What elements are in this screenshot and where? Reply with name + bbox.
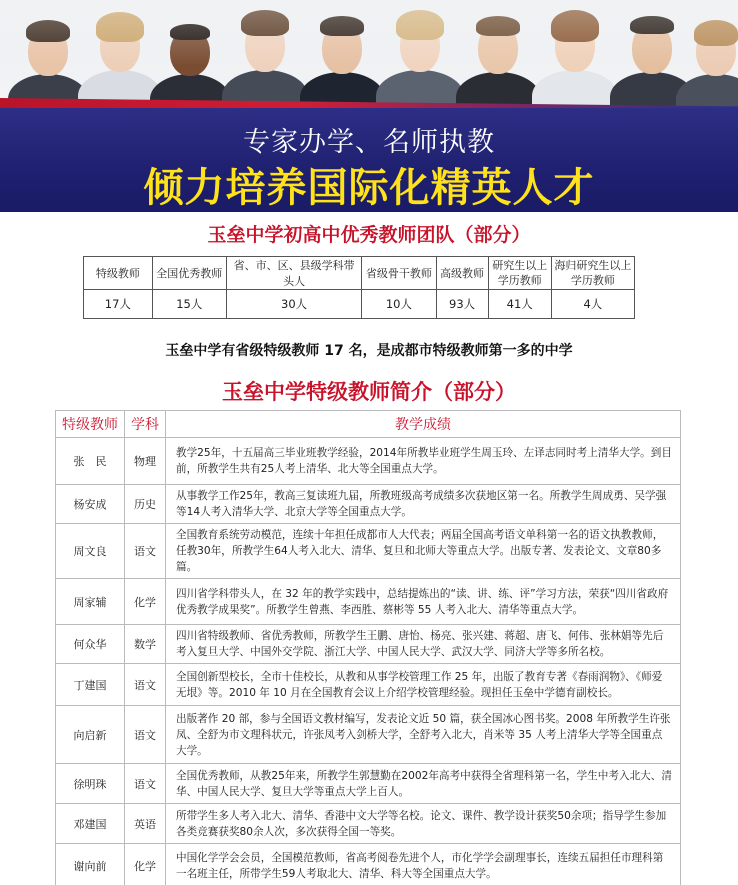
teacher-name: 谢向前 <box>56 844 125 885</box>
team-value-row <box>84 290 635 319</box>
team-header-line: 学历教师 <box>497 274 542 287</box>
teacher-subject: 历史 <box>125 485 166 524</box>
teacher-achievements: 教学25年，十五届高三毕业班教学经验，2014年所教毕业班学生周玉玲、左译志同时考上清华大学。到目前，所教学生共有25人考上清华、北大等全国重点大学。 <box>166 438 681 485</box>
teacher-row <box>56 664 681 706</box>
team-header-line: 学历教师 <box>570 274 615 287</box>
teacher-row <box>56 706 681 764</box>
teacher-subject: 化学 <box>125 579 166 625</box>
teacher-row <box>56 844 681 885</box>
team-header-cell: 全国优秀教师 <box>152 257 226 290</box>
teacher-name: 丁建国 <box>56 664 125 706</box>
teacher-subject: 语文 <box>125 524 166 579</box>
teacher-achievements: 全国教育系统劳动模范，连续十年担任成都市人大代表；两届全国高考语文单科第一名的语文执教教师，任教30年，所教学生64人考入北大、清华、复旦和北师大等重点大学。出版专著、发表论文、文章80多篇。 <box>166 524 681 579</box>
team-value-cell: 10人 <box>362 290 436 319</box>
teacher-achievements: 从事教学工作25年，教高三复读班九届，所教班级高考成绩多次获地区第一名。所教学生周成勇、吴学强等14人考入清华大学、北京大学等全国重点大学。 <box>166 485 681 524</box>
teacher-row <box>56 438 681 485</box>
teacher-row <box>56 524 681 579</box>
hero-fade <box>0 0 738 110</box>
teacher-name: 向启新 <box>56 706 125 764</box>
header-subject: 学科 <box>125 411 166 438</box>
header-achievements: 教学成绩 <box>166 411 681 438</box>
teacher-name: 周家辅 <box>56 579 125 625</box>
slogan-banner <box>0 108 738 212</box>
teacher-name: 周文良 <box>56 524 125 579</box>
teacher-subject: 英语 <box>125 804 166 844</box>
teacher-subject: 语文 <box>125 706 166 764</box>
teacher-subject: 化学 <box>125 844 166 885</box>
teacher-subject: 数学 <box>125 625 166 664</box>
team-header-cell: 省、市、区、县级学科带头人 <box>226 257 361 290</box>
team-section-title: 玉垒中学初高中优秀教师团队（部分） <box>207 224 531 246</box>
teacher-name: 徐明珠 <box>56 764 125 804</box>
team-value-cell: 4人 <box>551 290 634 319</box>
team-header-row <box>84 257 635 290</box>
teacher-achievements: 全国创新型校长，全市十佳校长，从教和从事学校管理工作 25 年，出版了教育专著《春雨润物》、《师爱无垠》等。2010 年 10 月在全国教育会议上介绍学校管理经验。现担任玉垒中学德育副校长。 <box>166 664 681 706</box>
team-value-cell: 15人 <box>152 290 226 319</box>
teacher-subject: 物理 <box>125 438 166 485</box>
team-value-cell: 17人 <box>84 290 153 319</box>
teacher-achievements: 中国化学学会会员，全国模范教师，省高考阅卷先进个人，市化学学会副理事长，连续五届担任市理科第一名班主任，所带学生59人考取北大、清华、科大等全国重点大学。 <box>166 844 681 885</box>
team-header-line: 研究生以上 <box>492 259 548 272</box>
team-header-cell <box>551 257 634 290</box>
teachers-section-title: 玉垒中学特级教师简介（部分） <box>222 380 516 404</box>
slogan-line-1: 专家办学、名师执教 <box>243 127 495 158</box>
team-header-cell: 省级骨干教师 <box>362 257 436 290</box>
teacher-achievements: 四川省特级教师、省优秀教师，所教学生王鹏、唐怡、杨亮、张兴建、蒋超、唐飞、何伟、张林娟等先后考入复旦大学、中国外交学院、浙江大学、中国人民大学、武汉大学、同济大学等多所名校。 <box>166 625 681 664</box>
teacher-name: 杨安成 <box>56 485 125 524</box>
teacher-row <box>56 579 681 625</box>
teacher-row <box>56 804 681 844</box>
team-header-cell: 高级教师 <box>436 257 488 290</box>
team-value-cell: 41人 <box>488 290 551 319</box>
team-header-line: 海归研究生以上 <box>554 259 632 272</box>
teacher-achievements: 出版著作 20 部，参与全国语文教材编写，发表论文近 50 篇，获全国冰心图书奖。2008 年所教学生许张凤、全舒为市文理科状元，许张凤考入剑桥大学，全舒考入北大，肖米等 35 人考上清华大学等全国重点大学。 <box>166 706 681 764</box>
teacher-row <box>56 485 681 524</box>
team-table <box>83 256 635 319</box>
hero-photo <box>0 0 738 110</box>
team-header-cell <box>488 257 551 290</box>
team-value-cell: 30人 <box>226 290 361 319</box>
teachers-table <box>55 410 681 885</box>
teacher-name: 邓建国 <box>56 804 125 844</box>
teacher-achievements: 所带学生多人考入北大、清华、香港中文大学等名校。论文、课件、教学设计获奖50余项；指导学生参加各类竞赛获奖80余人次，多次获得全国一等奖。 <box>166 804 681 844</box>
team-header-cell: 特级教师 <box>84 257 153 290</box>
teacher-subject: 语文 <box>125 764 166 804</box>
teacher-name: 张 民 <box>56 438 125 485</box>
teachers-table-body <box>56 411 681 885</box>
teacher-achievements: 四川省学科带头人，在 32 年的教学实践中，总结提炼出的“读、讲、练、评”学习方法，荣获“四川省政府优秀教学成果奖”。所教学生曾燕、李西胜、蔡彬等 55 人考入北大、清华等重点大学。 <box>166 579 681 625</box>
teacher-subject: 语文 <box>125 664 166 706</box>
header-name: 特级教师 <box>56 411 125 438</box>
teachers-header-row <box>56 411 681 438</box>
teacher-row <box>56 625 681 664</box>
team-value-cell: 93人 <box>436 290 488 319</box>
teacher-name: 何众华 <box>56 625 125 664</box>
teacher-achievements: 全国优秀教师，从教25年来，所教学生郭慧勤在2002年高考中获得全省理科第一名，学生中考入北大、清华、中国人民大学、复旦大学等重点大学上百人。 <box>166 764 681 804</box>
special-teacher-statement: 玉垒中学有省级特级教师 17 名，是成都市特级教师第一多的中学 <box>165 343 573 359</box>
slogan-headline: 倾力培养国际化精英人才 <box>143 165 595 211</box>
teacher-row <box>56 764 681 804</box>
